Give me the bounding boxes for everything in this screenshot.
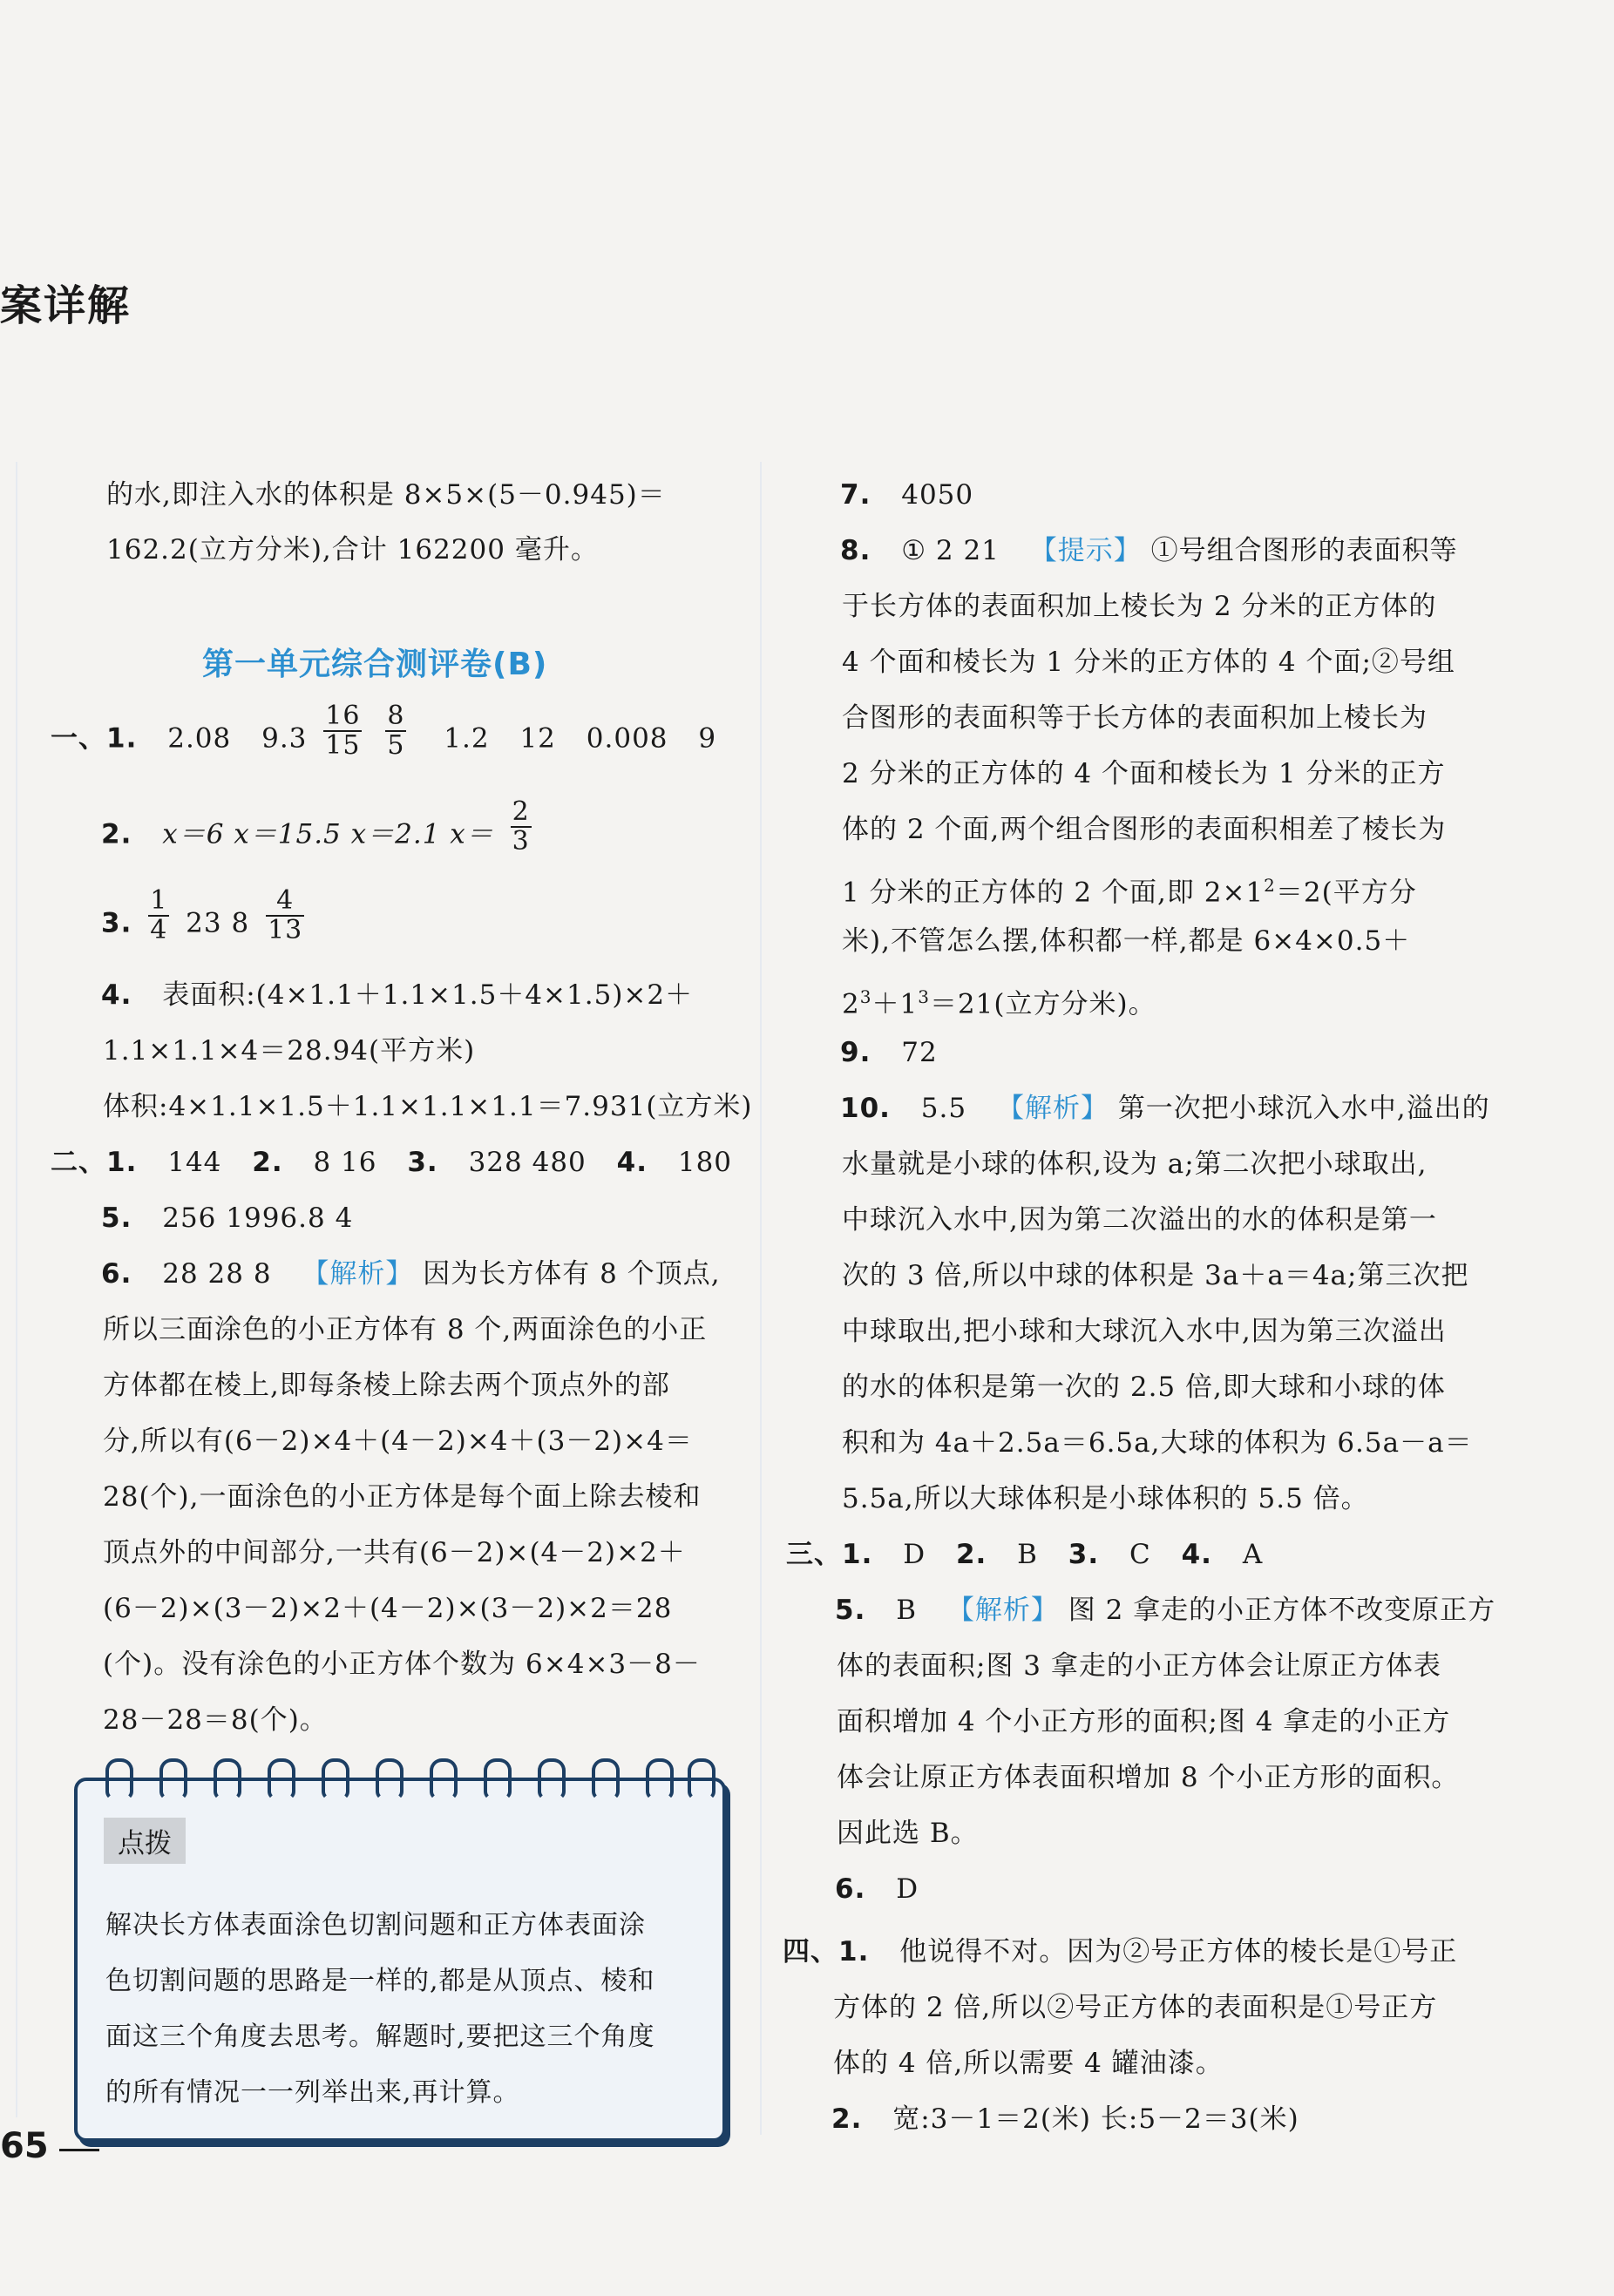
q1-4-line3: 体积:4×1.1×1.5＋1.1×1.1×1.1＝7.931(立方米): [103, 1091, 753, 1122]
q1-1-g: 9: [698, 722, 717, 755]
q1-4-l1: 表面积:(4×1.1＋1.1×1.5＋4×1.5)×2＋: [162, 979, 694, 1011]
q7-text: 4050: [901, 479, 974, 511]
binder-ring-icon: [105, 1758, 133, 1800]
q1-1: [51, 701, 717, 761]
q9: [840, 1035, 938, 1070]
q10-analysis-tag: 【解析】: [996, 1093, 1109, 1124]
q2-5-text: 256 1996.8 4: [162, 1202, 354, 1234]
binder-ring-icon: [484, 1758, 512, 1800]
q4-1-head: 四、1. 他说得不对。因为②号正方体的棱长是①号正: [783, 1936, 1458, 1968]
q2-6-line: 方体都在棱上,即每条棱上除去两个顶点外的部: [103, 1370, 670, 1401]
binder-ring-icon: [430, 1758, 458, 1800]
q1-2-frac: $\frac{2}{3}$: [512, 796, 530, 857]
q10-l1: 第一次把小球沉入水中,溢出的: [1117, 1093, 1490, 1124]
column-divider: [760, 462, 762, 2135]
q10-line: 积和为 4a＋2.5a＝6.5a,大球的体积为 6.5a－a＝: [842, 1427, 1473, 1459]
q1-3: [101, 885, 311, 945]
q1-1-frac1: $\frac{16}{15}$: [325, 701, 361, 761]
section-title: 第一单元综合测评卷(B): [202, 647, 548, 682]
q8-line9: $2^3+1^3=21$(立方分米)。: [842, 986, 1156, 1020]
q1-1-frac2: $\frac{8}{5}$: [387, 701, 405, 761]
tip-line: 面这三个角度去思考。解题时,要把这三个角度: [105, 2022, 655, 2052]
q3-6: 6. D: [835, 1873, 919, 1905]
binder-ring-icon: [159, 1758, 187, 1800]
q1-4-label: 4.: [101, 979, 132, 1011]
left-margin-rule: [16, 462, 17, 2117]
q4-1-line: 体的 4 倍,所以需要 4 罐油漆。: [833, 2048, 1224, 2079]
q9-label: 9.: [840, 1037, 871, 1068]
q7-label: 7.: [840, 479, 871, 511]
q8-line: 2 分米的正方体的 4 个面和棱长为 1 分米的正方: [842, 758, 1446, 789]
q2-2-v2: 8 16: [313, 1147, 377, 1178]
tip-line: 解决长方体表面涂色切割问题和正方体表面涂: [105, 1910, 646, 1940]
q2-6-line: 所以三面涂色的小正方体有 8 个,两面涂色的小正: [103, 1314, 708, 1345]
q8-line: 体的 2 个面,两个组合图形的表面积相差了棱长为: [842, 814, 1447, 845]
q8-answer: ① 2 21: [901, 535, 1000, 566]
q10-label: 10.: [840, 1093, 891, 1124]
binder-ring-icon: [268, 1758, 295, 1800]
q3-5-analysis-tag: 【解析】: [946, 1595, 1059, 1626]
q1-1-label: 一、1.: [51, 722, 138, 755]
q1-4-line1: [101, 978, 693, 1013]
binder-ring-icon: [376, 1758, 404, 1800]
q8-hint-tag: 【提示】: [1029, 535, 1142, 566]
q2-6-l1: 因为长方体有 8 个顶点,: [423, 1258, 721, 1290]
q2-1: [51, 1145, 732, 1180]
q1-2: [101, 796, 539, 857]
q1-1-e: 0.008: [586, 722, 668, 755]
q1-1-a: 2.08: [167, 722, 232, 755]
q3-5-line: 体会让原正方体表面积增加 8 个小正方形的面积。: [837, 1762, 1460, 1793]
q8-line: 于长方体的表面积加上棱长为 2 分米的正方体的: [842, 591, 1437, 622]
q9-text: 72: [901, 1037, 938, 1068]
q10-line: 的水的体积是第一次的 2.5 倍,即大球和小球的体: [842, 1372, 1446, 1403]
page-header-title: 案详解: [0, 281, 132, 330]
tip-label: 点拨: [104, 1818, 186, 1864]
q10-line: 5.5a,所以大球体积是小球体积的 5.5 倍。: [842, 1483, 1369, 1514]
tip-box: [74, 1778, 726, 2142]
binder-ring-icon: [322, 1758, 349, 1800]
binder-ring-icon: [646, 1758, 674, 1800]
q10-line: 水量就是小球的体积,设为 a;第二次把小球取出,: [842, 1148, 1428, 1180]
q2-5: [101, 1201, 353, 1236]
q2-6-line: 顶点外的中间部分,一共有(6－2)×(4－2)×2＋: [103, 1537, 686, 1568]
q1-3-frac1: $\frac{1}{4}$: [150, 885, 168, 945]
q1-2-text: x＝6 x＝15.5 x＝2.1 x＝: [162, 818, 494, 850]
q8-line7: 1 分米的正方体的 2 个面,即 $2\times 1^2=2$(平方分: [842, 875, 1417, 909]
q1-1-b: 9.3: [261, 722, 308, 755]
q3-5-line: 面积增加 4 个小正方形的面积;图 4 拿走的小正方: [837, 1706, 1451, 1737]
q10-answer: 5.5: [920, 1093, 967, 1124]
q2-3-v3: 328 480: [468, 1147, 587, 1178]
q8-line: 米),不管怎么摆,体积都一样,都是 6×4×0.5＋: [842, 925, 1411, 957]
q10-line: 中球取出,把小球和大球沉入水中,因为第三次溢出: [842, 1316, 1447, 1347]
q2-6-line: (6－2)×(3－2)×2＋(4－2)×(3－2)×2＝28: [103, 1593, 673, 1624]
q3-5-line: 因此选 B。: [837, 1818, 979, 1849]
q2-2-label: 2.: [252, 1147, 283, 1178]
q1-1-c: 1.2: [444, 722, 490, 755]
binder-ring-icon: [688, 1758, 715, 1800]
q2-6-head: [101, 1256, 721, 1291]
q10-line: 中球沉入水中,因为第二次溢出的水的体积是第一: [842, 1204, 1437, 1236]
q2-3-label: 3.: [407, 1147, 438, 1178]
q4-1-line: 方体的 2 倍,所以②号正方体的表面积是①号正方: [833, 1992, 1438, 2023]
left-line-1: 的水,即注入水的体积是 8×5×(5－0.945)＝: [106, 479, 666, 511]
q2-6-line: 28(个),一面涂色的小正方体是每个面上除去棱和: [103, 1481, 702, 1513]
q3-1-label: 三、1.: [786, 1539, 873, 1570]
q2-6-line: 28－28＝8(个)。: [103, 1704, 328, 1736]
q3-5-head: 5. B 【解析】 图 2 拿走的小正方体不改变原正方: [835, 1595, 1496, 1626]
q1-3-label: 3.: [101, 907, 132, 939]
q8-head: [840, 533, 1458, 568]
q8-label: 8.: [840, 535, 871, 566]
q2-1-v1: 144: [167, 1147, 222, 1178]
q2-6-label: 6.: [101, 1258, 132, 1290]
q4-2: 2. 宽:3－1＝2(米) 长:5－2＝3(米): [831, 2103, 1299, 2135]
q2-5-label: 5.: [101, 1202, 132, 1234]
q8-line: 4 个面和棱长为 1 分米的正方体的 4 个面;②号组: [842, 647, 1455, 678]
q3-5-label: 5.: [835, 1595, 866, 1626]
q1-1-d: 12: [519, 722, 556, 755]
q7: [840, 477, 973, 512]
q2-6-line: (个)。没有涂色的小正方体个数为 6×4×3－8－: [103, 1649, 701, 1680]
q2-4-v4: 180: [677, 1147, 733, 1178]
q1-2-label: 2.: [101, 818, 132, 850]
q1-4-line2: 1.1×1.1×4＝28.94(平方米): [103, 1035, 476, 1067]
q1-3-mid: 23 8: [186, 907, 250, 939]
q10-line: 次的 3 倍,所以中球的体积是 3a＋a＝4a;第三次把: [842, 1260, 1469, 1291]
binder-ring-icon: [538, 1758, 566, 1800]
q3-5-line: 体的表面积;图 3 拿走的小正方体会让原正方体表: [837, 1650, 1441, 1682]
binder-ring-icon: [214, 1758, 241, 1800]
q8-line: 合图形的表面积等于长方体的表面积加上棱长为: [842, 702, 1428, 734]
q2-6-answer: 28 28 8: [162, 1258, 272, 1290]
q2-6-line: 分,所以有(6－2)×4＋(4－2)×4＋(3－2)×4＝: [103, 1426, 693, 1457]
left-line-2: 162.2(立方分米),合计 162200 毫升。: [106, 534, 599, 566]
binder-ring-icon: [592, 1758, 620, 1800]
q2-6-analysis-tag: 【解析】: [302, 1258, 414, 1290]
tip-line: 色切割问题的思路是一样的,都是从顶点、棱和: [105, 1966, 655, 1996]
q3-1: 三、1. D 2. B 3. C 4. A: [786, 1539, 1264, 1570]
q4-1-label: 四、1.: [783, 1936, 870, 1968]
q10-head: [840, 1091, 1490, 1126]
page-number: 65: [0, 2126, 49, 2166]
q2-1-label: 二、1.: [51, 1147, 138, 1178]
tip-line: 的所有情况一一列举出来,再计算。: [105, 2077, 520, 2108]
q8-l1: ①号组合图形的表面积等: [1150, 535, 1458, 566]
q1-3-frac2: $\frac{4}{13}$: [268, 885, 303, 945]
q2-4-label: 4.: [616, 1147, 648, 1178]
page-number-dash: [59, 2149, 99, 2151]
